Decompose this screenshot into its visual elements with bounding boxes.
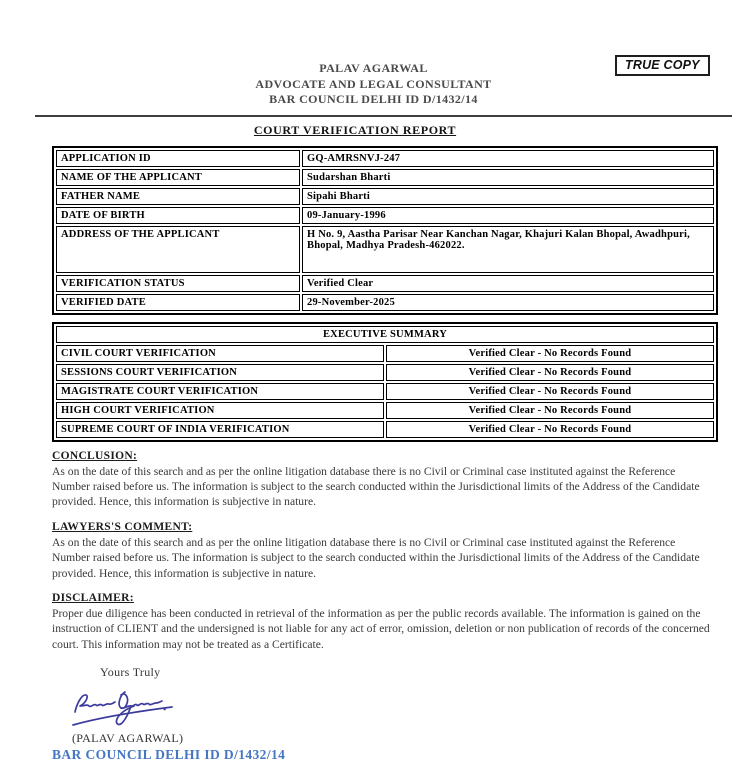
row-value: Verified Clear - No Records Found [386, 364, 714, 381]
row-label: MAGISTRATE COURT VERIFICATION [56, 383, 384, 400]
letterhead-bar-id: BAR COUNCIL DELHI ID D/1432/14 [269, 92, 478, 106]
disclaimer-section [52, 592, 712, 652]
bar-council-id-footer: BAR COUNCIL DELHI ID D/1432/14 [52, 747, 286, 763]
table-row [56, 294, 714, 311]
signature-image [68, 685, 180, 731]
salutation: Yours Truly [100, 665, 161, 680]
conclusion-section [52, 450, 712, 510]
table-row [56, 169, 714, 186]
row-value: 09-January-1996 [302, 207, 714, 224]
row-value: Verified Clear - No Records Found [386, 421, 714, 438]
row-value: 29-November-2025 [302, 294, 714, 311]
row-label: SUPREME COURT OF INDIA VERIFICATION [56, 421, 384, 438]
row-value: GQ-AMRSNVJ-247 [302, 150, 714, 167]
row-label: VERIFICATION STATUS [56, 275, 300, 292]
row-value: Verified Clear - No Records Found [386, 383, 714, 400]
letterhead-name: PALAV AGARWAL [319, 61, 428, 75]
applicant-details-table [52, 146, 718, 315]
signer-name: (PALAV AGARWAL) [72, 731, 184, 746]
lawyers-comment-body: As on the date of this search and as per the online litigation database there is no Civil or Criminal case instituted against the Reference Number raised before us. The information is subject to the search conducted within the Jurisdictional limits of the Address of the Candidate provided. Hence, this information is subjective in nature. [52, 535, 700, 580]
true-copy-stamp: TRUE COPY [615, 55, 710, 76]
row-label: HIGH COURT VERIFICATION [56, 402, 384, 419]
table-row [56, 188, 714, 205]
table-row [56, 275, 714, 292]
table-row [56, 226, 714, 273]
row-value: Verified Clear - No Records Found [386, 345, 714, 362]
table-row [56, 364, 714, 381]
row-value: Verified Clear - No Records Found [386, 402, 714, 419]
table-row [56, 207, 714, 224]
disclaimer-body: Proper due diligence has been conducted in retrieval of the information as per the public records available. The information is gained on the instruction of CLIENT and the undersigned is not liable for any act of error, omission, deletion or non publication of records of the concerned court. This information may not be treated as a Certificate. [52, 606, 710, 651]
letterhead [0, 0, 747, 108]
table-row [56, 345, 714, 362]
row-label: NAME OF THE APPLICANT [56, 169, 300, 186]
conclusion-heading: CONCLUSION: [52, 449, 138, 462]
row-label: VERIFIED DATE [56, 294, 300, 311]
report-title: COURT VERIFICATION REPORT [253, 122, 457, 137]
row-label: FATHER NAME [56, 188, 300, 205]
header-divider [35, 115, 732, 117]
table-header-row [56, 326, 714, 343]
executive-summary-title: EXECUTIVE SUMMARY [56, 326, 714, 343]
row-label: SESSIONS COURT VERIFICATION [56, 364, 384, 381]
lawyers-comment-heading: LAWYERS'S COMMENT: [52, 520, 193, 533]
conclusion-body: As on the date of this search and as per the online litigation database there is no Civil or Criminal case instituted against the Reference Number raised before us. The information is subject to the search conducted within the Jurisdictional limits of the Address of the Candidate provided. Hence, this information is subjective in nature. [52, 464, 700, 509]
row-value: H No. 9, Aastha Parisar Near Kanchan Nagar, Khajuri Kalan Bhopal, Awadhpuri, Bhopal, Madhya Pradesh-462022. [302, 226, 714, 273]
row-value: Verified Clear [302, 275, 714, 292]
row-label: DATE OF BIRTH [56, 207, 300, 224]
table-row [56, 402, 714, 419]
table-row [56, 150, 714, 167]
table-row [56, 383, 714, 400]
executive-summary-table [52, 322, 718, 442]
row-value: Sudarshan Bharti [302, 169, 714, 186]
row-value: Sipahi Bharti [302, 188, 714, 205]
disclaimer-heading: DISCLAIMER: [52, 591, 134, 604]
lawyers-comment-section [52, 521, 712, 581]
row-label: ADDRESS OF THE APPLICANT [56, 226, 300, 273]
row-label: APPLICATION ID [56, 150, 300, 167]
table-row [56, 421, 714, 438]
row-label: CIVIL COURT VERIFICATION [56, 345, 384, 362]
letterhead-title: ADVOCATE AND LEGAL CONSULTANT [255, 76, 492, 91]
